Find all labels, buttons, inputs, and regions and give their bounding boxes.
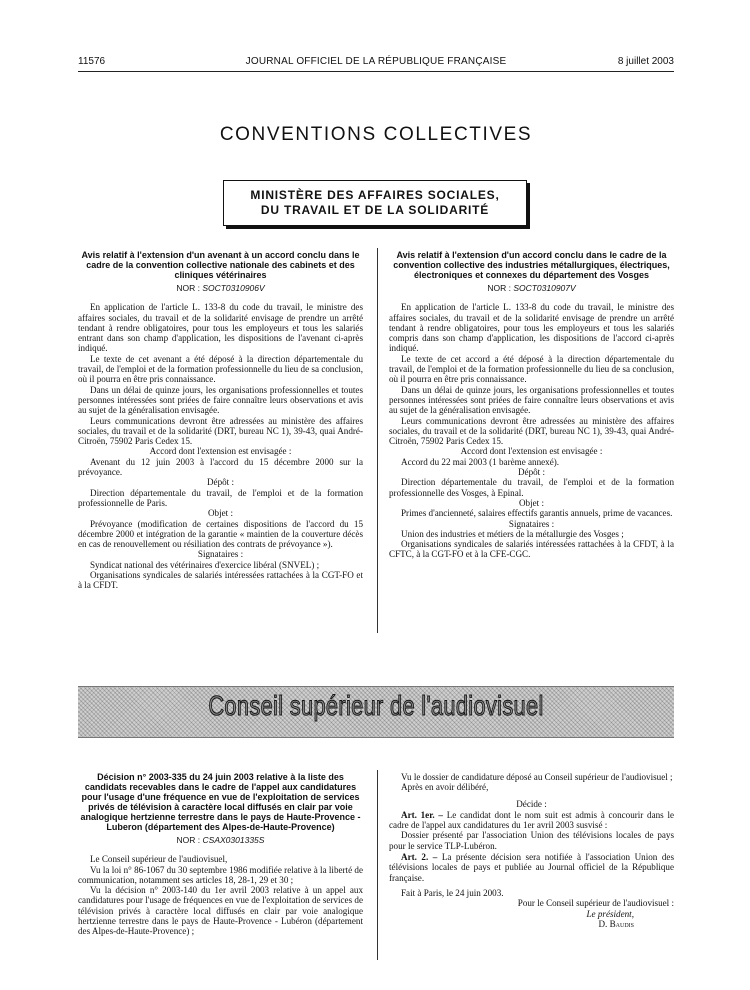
section-title: CONVENTIONS COLLECTIVES [219, 124, 533, 145]
nor-label: NOR : [176, 835, 201, 845]
signataires-item: Organisations syndicales de salariés intéressées rattachées à la CFDT, à la CFTC, à la CGT-FO et à la CFE-CGC. [389, 539, 674, 560]
article-1 [389, 810, 674, 831]
signataires-label: Signataires : [197, 549, 244, 560]
nor-code: SOCT0310906V [202, 283, 265, 293]
avis-left-nor [78, 283, 363, 293]
signature-name: D. Baudis [598, 918, 634, 929]
article-2-text: La présente décision sera notifiée à l'association Union des télévisions locales de pays et publiée au Journal officiel de la République française. [389, 852, 674, 883]
page-header [78, 56, 674, 70]
signataires-label: Signataires : [508, 518, 555, 529]
page-number: 11576 [78, 56, 106, 67]
nor-code: CSAX0301335S [202, 835, 265, 845]
avis-right-paragraph: Le texte de cet accord a été déposé à la direction départementale du travail, de l'emploi et de la formation professionnelle du lieu de sa conclusion, où il pourra en être pris connaissance. [389, 353, 674, 385]
avis-left-column [78, 250, 363, 591]
accord-text: Avenant du 12 juin 2003 à l'accord du 15 décembre 2000 sur la prévoyance. [78, 456, 363, 478]
csa-banner-title: Conseil supérieur de l'audiovisuel [208, 690, 544, 721]
ministry-box [223, 180, 527, 226]
decision-paragraph: Le Conseil supérieur de l'audiovisuel, [90, 854, 228, 865]
objet-label: Objet : [207, 508, 233, 519]
objet-text: Primes d'ancienneté, salaires effectifs garantis annuels, prime de vacances. [401, 508, 673, 519]
signataires-item: Syndicat national des vétérinaires d'exercice libéral (SNVEL) ; [90, 559, 320, 570]
nor-label: NOR : [487, 283, 511, 293]
depot-text: Direction départementale du travail, de l'emploi et de la formation professionnelle de Paris. [78, 487, 363, 508]
avis-left-paragraph: En application de l'article L. 133-8 du code du travail, le ministre des affaires sociales, du travail et de la solidarité envisage de prendre un arrêté tendant à rendre obligatoires, pour tous les employeurs et tous les salariés entrant dans son champ d'application, les dispositions de l'avenant ci-après indiqué. [78, 302, 363, 354]
avis-right-paragraph: En application de l'article L. 133-8 du code du travail, le ministre des affaires sociales, du travail et de la solidarité envisage de prendre un arrêté tendant à rendre obligatoires, pour tous les employeurs et tous les salariés compris dans son champ d'application, les dispositions de l'accord ci-après indiqué. [389, 302, 674, 354]
avis-left-title: Avis relatif à l'extension d'un avenant à un accord conclu dans le cadre de la convention collective nationale des cabinets et des cliniques vétérinaires [81, 250, 360, 280]
ministry-line-2: DU TRAVAIL ET DE LA SOLIDARITÉ [260, 203, 490, 217]
avis-right-column [389, 250, 674, 560]
article-2-label: Art. 2. – [401, 852, 438, 863]
accord-label: Accord dont l'extension est envisagée : [149, 446, 292, 457]
article-2 [389, 852, 674, 883]
avis-left-paragraph: Dans un délai de quinze jours, les organisations professionnelles et toutes personnes intéressées sont priées de faire connaître leurs observations et avis au sujet de la généralisation envisagée. [78, 384, 363, 416]
column-divider [377, 770, 378, 960]
decision-title: Décision n° 2003-335 du 24 juin 2003 relative à la liste des candidats recevables dans le cadre de l'appel aux candidatures pour l'usage d'une fréquence en vue de l'exploitation de services privés de télévision à caractère local diffusés en clair par voie analogique hertzienne terrestre dans le pays de Haute-Provence - Luberon (département des Alpes-de-Haute-Provence) [80, 772, 361, 832]
decision-paragraph: Vu la décision n° 2003-140 du 1er avril 2003 relative à un appel aux candidatures pour l'usage de fréquences en vue de l'exploitation de services de télévision privés à caractère local diffusés en clair par voie analogique hertzienne terrestre dans le pays de Haute-Provence - Lubéron (département des Alpes-de-Haute-Provence) ; [78, 885, 363, 937]
article-1-label: Art. 1er. – [401, 809, 443, 820]
decision-nor [78, 835, 363, 845]
fait-line: Fait à Paris, le 24 juin 2003. [401, 887, 504, 898]
signataires-item: Organisations syndicales de salariés intéressées rattachées à la CGT-FO et à la CFDT. [78, 570, 363, 591]
objet-text: Prévoyance (modification de certaines dispositions de l'accord du 15 décembre 2000 et intégration de la garantie « maintien de la couverture décès en cas de renouvellement ou résiliation des contrats de prévoyance »). [78, 518, 363, 550]
avis-right-paragraph: Leurs communications devront être adressées au ministère des affaires sociales, du travail et de la solidarité (DRT, bureau NC 1), 39-43, quai André-Citroën, 75902 Paris Cedex 15. [389, 415, 674, 447]
avis-right-nor [389, 283, 674, 293]
signature-line-1: Pour le Conseil supérieur de l'audiovisuel : [517, 898, 674, 909]
signataires-item: Union des industries et métiers de la métallurgie des Vosges ; [401, 528, 624, 539]
accord-label: Accord dont l'extension est envisagée : [460, 446, 603, 457]
decision-right-column [389, 772, 674, 929]
avis-left-paragraph: Le texte de cet avenant a été déposé à la direction départementale du travail, de l'emploi et de la formation professionnelle du lieu de sa conclusion, où il pourra en être pris connaissance. [78, 353, 363, 385]
article-1-detail: Dossier présenté par l'association Union des télévisions locales de pays pour le service TLP-Lubéron. [389, 830, 674, 851]
avis-left-paragraph: Leurs communications devront être adressées au ministère des affaires sociales, du travail et de la solidarité (DRT, bureau NC 1), 39-43, quai André-Citroën, 75902 Paris Cedex 15. [78, 415, 363, 447]
publication-date: 8 juillet 2003 [617, 56, 674, 67]
nor-code: SOCT0310907V [513, 283, 576, 293]
avis-right-paragraph: Dans un délai de quinze jours, les organisations professionnelles et toutes personnes intéressées sont priées de faire connaître leurs observations et avis au sujet de la généralisation envisagée. [389, 384, 674, 416]
nor-label: NOR : [176, 283, 200, 293]
decision-left-column [78, 772, 363, 937]
objet-label: Objet : [518, 497, 544, 508]
decide-label: Décide : [516, 798, 547, 809]
decision-paragraph: Vu le dossier de candidature déposé au Conseil supérieur de l'audiovisuel ; [401, 772, 673, 782]
column-divider [377, 248, 378, 633]
journal-title: JOURNAL OFFICIEL DE LA RÉPUBLIQUE FRANÇAISE [245, 56, 507, 67]
depot-text: Direction départementale du travail, de l'emploi et de la formation professionnelle des Vosges, à Epinal. [389, 477, 674, 498]
csa-banner [78, 686, 674, 738]
decision-paragraph: Après en avoir délibéré, [401, 782, 489, 793]
ministry-line-1: MINISTÈRE DES AFFAIRES SOCIALES, [250, 188, 500, 202]
header-rule [78, 71, 674, 72]
signature-line-2 [389, 909, 674, 919]
article-1-text: Le candidat dont le nom suit est admis à concourir dans le cadre de l'appel aux candidatures du 1er avril 2003 susvisé : [389, 809, 675, 831]
depot-label: Dépôt : [517, 467, 546, 478]
decision-paragraph: Vu la loi n° 86-1067 du 30 septembre 1986 modifiée relative à la liberté de communication, notamment ses articles 18, 28-1, 29 et 30 ; [78, 864, 363, 885]
signature-title: Le président, [586, 908, 634, 919]
depot-label: Dépôt : [206, 477, 235, 488]
avis-right-title: Avis relatif à l'extension d'un accord conclu dans le cadre de la convention collective des industries métallurgiques, électriques, électroniques et connexes du département des Vosges [393, 250, 670, 280]
accord-text: Accord du 22 mai 2003 (1 barème annexé). [401, 456, 560, 467]
